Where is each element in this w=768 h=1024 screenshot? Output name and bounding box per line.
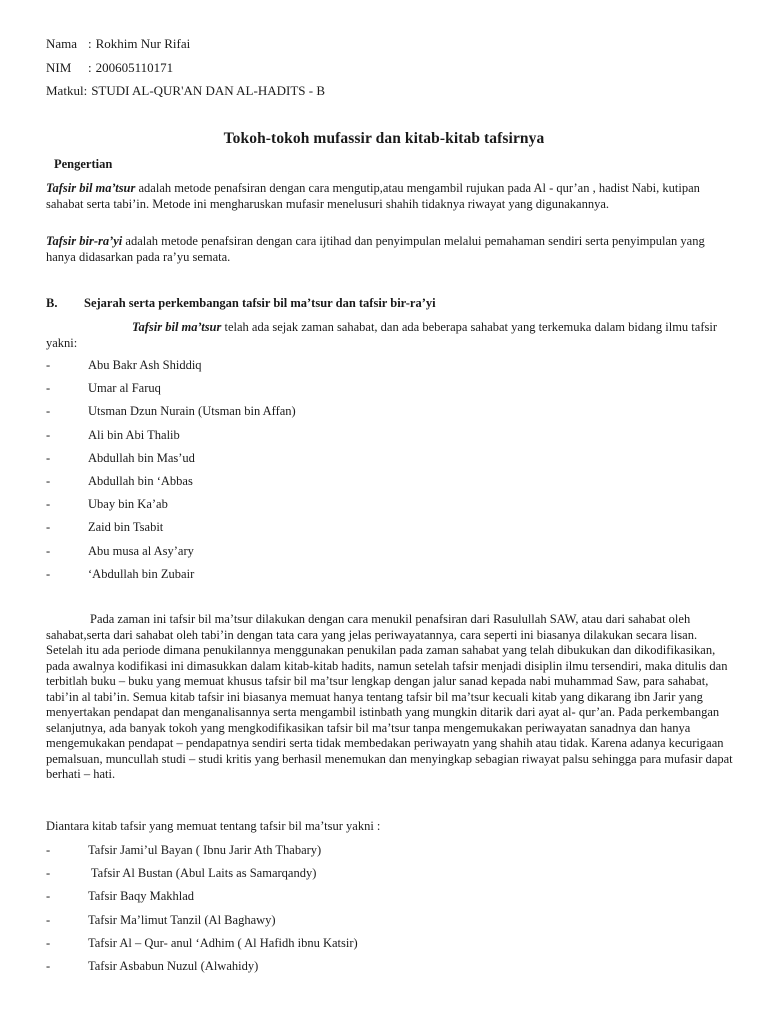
list-item <box>46 450 296 473</box>
section-b-title: Sejarah serta perkembangan tafsir bil ma’tsur dan tafsir bir-ra’yi <box>84 296 436 310</box>
list-dash: - <box>46 497 51 512</box>
meta-separator: : <box>83 83 88 98</box>
list-item-text: Zaid bin Tsabit <box>88 520 164 535</box>
list-item <box>46 888 358 911</box>
list-dash: - <box>46 520 51 535</box>
meta-separator: : <box>88 36 92 51</box>
list-item-text: Tafsir Jami’ul Bayan ( Ibnu Jarir Ath Thabary) <box>88 843 322 857</box>
list-dash: - <box>46 473 51 488</box>
sahabat-list <box>46 357 296 589</box>
list-dash: - <box>46 866 51 881</box>
meta-separator: : <box>88 60 92 75</box>
list-dash: - <box>46 912 51 927</box>
list-item <box>46 380 296 403</box>
list-item <box>46 427 296 450</box>
list-item-text: Abdullah bin Mas’ud <box>88 450 195 465</box>
list-item <box>46 543 296 566</box>
meta-matkul-value: STUDI AL-QUR'AN DAN AL-HADITS - B <box>91 83 325 98</box>
list-item-text: Ali bin Abi Thalib <box>88 427 180 442</box>
meta-nim-label: NIM <box>46 60 72 75</box>
list-item <box>46 842 358 865</box>
meta-nim <box>46 60 173 76</box>
list-item-text: Abu musa al Asy’ary <box>88 543 194 558</box>
kitab-intro: Diantara kitab tafsir yang memuat tentang tafsir bil ma’tsur yakni : <box>46 819 381 833</box>
section-b-intro-text: telah ada sejak zaman sahabat, dan ada beberapa sahabat yang terkemuka dalam bidang ilmu tafsir yakni: <box>46 320 717 350</box>
pengertian-heading: Pengertian <box>54 157 113 171</box>
meta-nama <box>46 36 190 52</box>
list-dash: - <box>46 450 51 465</box>
meta-nim-value: 200605110171 <box>95 60 174 75</box>
list-dash: - <box>46 889 51 904</box>
list-item-text: Tafsir Al – Qur- anul ‘Adhim ( Al Hafidh ibnu Katsir) <box>88 935 358 950</box>
list-item <box>46 473 296 496</box>
list-item-text: Tafsir Ma’limut Tanzil (Al Baghawy) <box>88 912 276 927</box>
term-tafsir-bir-rayi: Tafsir bir-ra’yi <box>46 234 123 248</box>
list-dash: - <box>46 843 51 857</box>
list-item <box>46 958 358 981</box>
list-item <box>46 519 296 542</box>
meta-nama-value: Rokhim Nur Rifai <box>95 36 191 51</box>
list-item <box>46 935 358 958</box>
document-title: Tokoh-tokoh mufassir dan kitab-kitab tafsirnya <box>223 130 545 147</box>
pengertian-paragraph-1 <box>46 181 736 212</box>
list-dash: - <box>46 358 51 372</box>
pengertian-paragraph-2 <box>46 234 736 265</box>
list-item-text: ‘Abdullah bin Zubair <box>88 566 195 581</box>
term-tafsir-bil-matsur: Tafsir bil ma’tsur <box>46 181 136 195</box>
section-b-body-text: Pada zaman ini tafsir bil ma’tsur dilakukan dengan cara menukil penafsiran dari Rasulullah SAW, atau dari sahabat oleh sahabat,serta dari sahabat oleh tabi’in dengan tata cara yang jelas periwayatannya, cara seperti ini biasanya dilakukan secara lisan. Setelah itu ada periode dimana penukilannya menggunakan penukilan pada zaman sahabat yang telah dibukukan dan dikodifikasikan, pada awalnya kodifikasi ini dimasukkan dalam kitab-kitab hadits, namun setelah tafsir menjadi disiplin ilmu tersendiri, maka ditulis dan terbitlah buku – buku yang memuat khusus tafsir bil ma’tsur lengkap dengan jalur sanad kepada nabi muhammad Saw, para sahabat, tabi’in al tabi’in. Semua kitab tafsir ini biasanya memuat hanya tentang tafsir bil ma’tsur kecuali kitab yang dikarang ibn Jarir yang menyertakan pendapat dan menganalisannya serta mengambil istinbath yang mungkin ditarik dari ayat al- qur’an. Pada perkembangan selanjutnya, ada banyak tokoh yang mengkodifikasikan tafsir bil ma’tsur tanpa mengemukakan periwayatan sanadnya dan hanya mengemukakan pendapat – pendapatnya sendiri serta tidak membedakan periwayatn yang shahih atau tidak. Karena adanya kecurigaan pemalsuan, muncullah studi – studi kritis yang berhasil menemukan dan menyingkap sebagian riwayat palsu sehingga para mufasir dapat berhati – hati. <box>46 612 733 781</box>
list-dash: - <box>46 566 51 581</box>
meta-matkul <box>46 83 325 99</box>
list-item <box>46 357 296 380</box>
list-dash: - <box>46 404 51 419</box>
kitab-list <box>46 842 358 981</box>
list-item <box>46 566 296 589</box>
list-item-text: Umar al Faruq <box>88 381 161 396</box>
meta-matkul-label: Matkul <box>46 83 84 98</box>
section-b-body <box>46 612 736 783</box>
list-item-text: Abu Bakr Ash Shiddiq <box>88 358 202 372</box>
pengertian-paragraph-2-text: adalah metode penafsiran dengan cara ijtihad dan penyimpulan melalui pemahaman sendiri serta penyimpulan yang hanya didasarkan pada ra’yu semata. <box>46 234 705 264</box>
list-item-text: Tafsir Baqy Makhlad <box>88 889 195 904</box>
list-item <box>46 912 358 935</box>
section-b-heading <box>46 296 436 311</box>
list-item-text: Tafsir Asbabun Nuzul (Alwahidy) <box>88 958 259 973</box>
list-item-text: Ubay bin Ka’ab <box>88 497 168 512</box>
list-item-text: Utsman Dzun Nurain (Utsman bin Affan) <box>88 404 296 419</box>
pengertian-paragraph-1-text: adalah metode penafsiran dengan cara mengutip,atau mengambil rujukan pada Al - qur’an , hadist Nabi, kutipan sahabat serta tabi’in. Metode ini mengharuskan mufasir menelusuri shahih tidaknya riwayat yang digunakannya. <box>46 181 700 211</box>
list-dash: - <box>46 427 51 442</box>
list-dash: - <box>46 935 51 950</box>
list-dash: - <box>46 543 51 558</box>
term-tafsir-bil-matsur: Tafsir bil ma’tsur <box>132 320 222 334</box>
list-item <box>46 496 296 519</box>
list-item-text: Abdullah bin ‘Abbas <box>88 473 193 488</box>
section-b-intro <box>46 320 736 351</box>
list-item <box>46 865 358 888</box>
list-dash: - <box>46 958 51 973</box>
section-letter: B. <box>46 296 58 310</box>
list-item-text: Tafsir Al Bustan (Abul Laits as Samarqandy) <box>88 866 317 881</box>
list-dash: - <box>46 381 51 396</box>
meta-nama-label: Nama <box>46 36 78 51</box>
list-item <box>46 403 296 426</box>
